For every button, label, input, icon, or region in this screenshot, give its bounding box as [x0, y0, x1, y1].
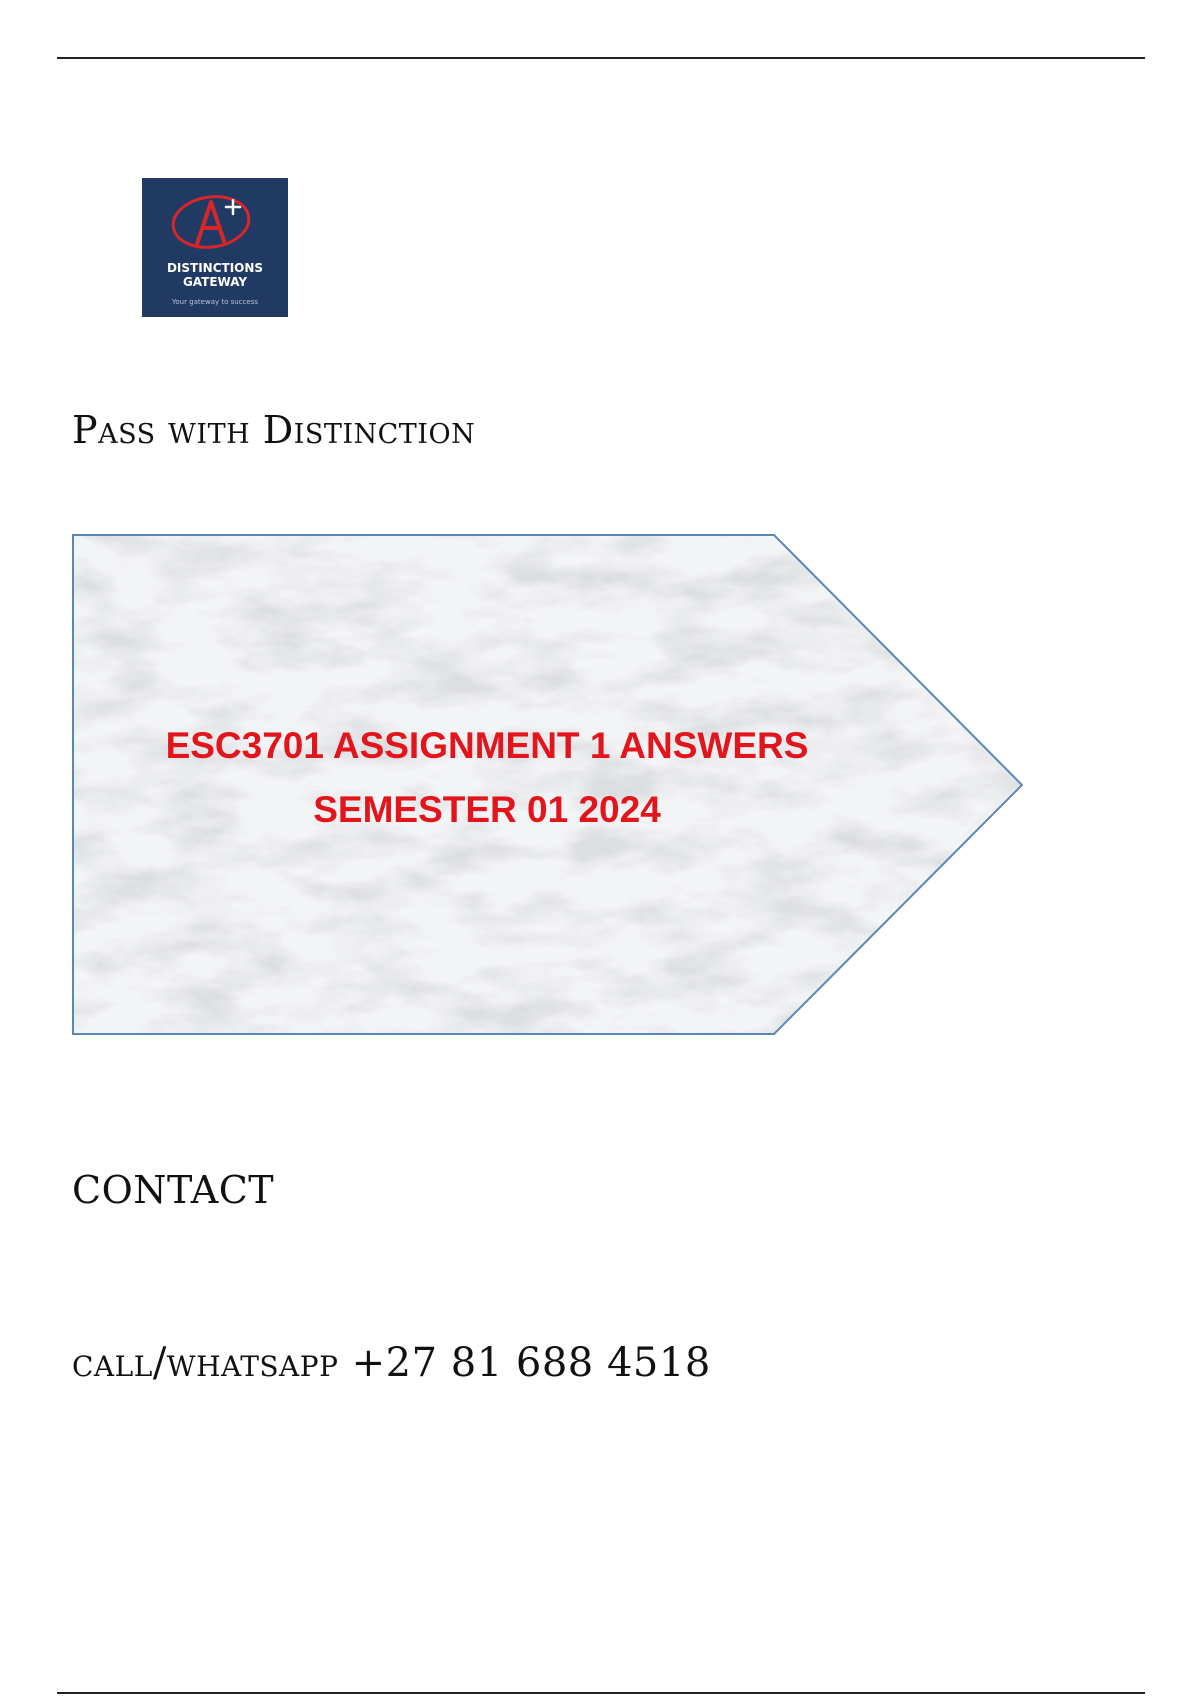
- logo-name-line2: GATEWAY: [182, 275, 248, 289]
- logo-name-line1: DISTINCTIONS: [166, 261, 264, 275]
- assignment-title: ESC3701 ASSIGNMENT 1 ANSWERS: [165, 725, 809, 766]
- logo-tagline: Your gateway to success: [172, 298, 258, 306]
- semester-subtitle: SEMESTER 01 2024: [313, 789, 661, 830]
- top-rule: [57, 57, 1145, 59]
- marble-pentagon-shape: [72, 534, 1023, 1036]
- bottom-rule: [57, 1692, 1145, 1694]
- pass-with-distinction-heading: Pass with Distinction: [72, 408, 476, 452]
- a-plus-grade-icon: [167, 188, 262, 258]
- assignment-banner: [72, 534, 1023, 1036]
- distinctions-gateway-logo: [142, 178, 288, 317]
- contact-heading: CONTACT: [72, 1168, 275, 1212]
- phone-contact: call/whatsapp +27 81 688 4518: [72, 1340, 711, 1386]
